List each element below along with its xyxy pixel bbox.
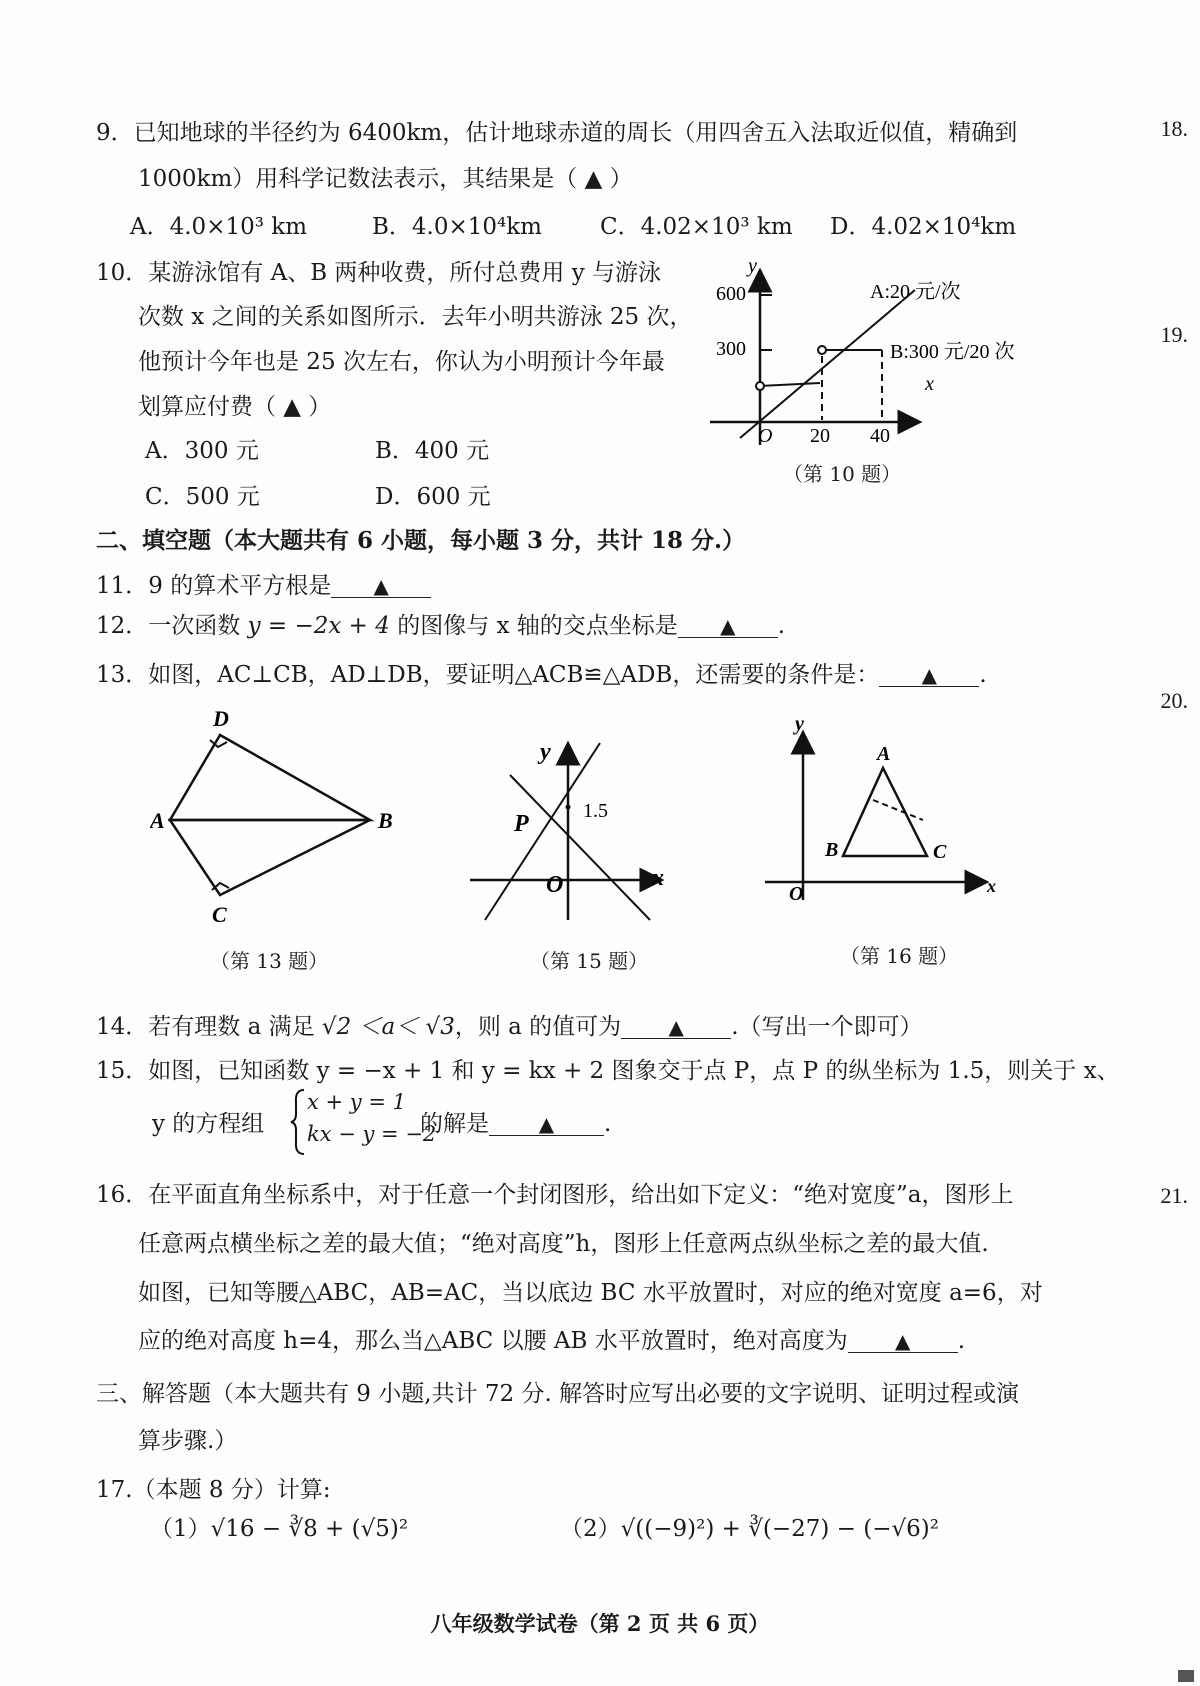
q9-option-a: A．4.0×10³ km — [130, 214, 308, 240]
q16-end: . — [957, 1328, 966, 1354]
q15-suffix: 的解是 — [420, 1111, 489, 1137]
q12-suffix: 的图像与 x 轴的交点坐标是 — [397, 613, 678, 639]
fig13-label-d: D — [213, 706, 229, 731]
q11-text: 11．9 的算术平方根是 — [96, 573, 332, 599]
fig13-label-c: C — [212, 902, 227, 927]
q9-option-c: C．4.02×10³ km — [600, 214, 793, 240]
page-footer: 八年级数学试卷（第 2 页 共 6 页） — [430, 1611, 770, 1636]
q17-part2-label: （2） — [560, 1516, 621, 1542]
fig16-label-c: C — [933, 841, 947, 863]
figure-15 — [470, 735, 680, 925]
q12-formula: y = −2x + 4 — [247, 613, 390, 639]
q13-answer-blank: ▲ — [879, 664, 979, 687]
q15-equation1: x + y = 1 — [307, 1090, 406, 1114]
qr-code-icon — [1178, 1670, 1194, 1682]
q10-y-tick-300: 300 — [716, 338, 746, 360]
q15-answer-blank: ▲ — [489, 1113, 604, 1136]
q10-label-a: A:20 元/次 — [870, 281, 961, 303]
margin-number: 18. — [1160, 116, 1188, 141]
fig16-caption: （第 16 题） — [840, 944, 959, 968]
fig13-label-b: B — [378, 808, 393, 833]
q17-part1-label: （1） — [150, 1516, 211, 1542]
q10-line3: 他预计今年也是 25 次左右，你认为小明预计今年最 — [138, 349, 665, 375]
q14 — [96, 1008, 923, 1041]
q10-x-axis-label: x — [925, 373, 934, 395]
q17-part2-expression: √((−9)²) + ∛(−27) − (−√6)² — [620, 1516, 939, 1542]
q10-graph — [710, 260, 1030, 460]
q17-part1 — [150, 1510, 408, 1543]
q15-brace — [290, 1088, 306, 1156]
section3-line2: 算步骤.） — [138, 1428, 238, 1454]
q11-answer-blank: ▲ — [331, 575, 431, 598]
q10-y-tick-600: 600 — [716, 283, 746, 305]
q13 — [96, 656, 987, 689]
fig16-label-b: B — [825, 839, 839, 861]
fig16-origin: O — [789, 883, 804, 905]
q15-equation2: kx − y = −2 — [307, 1122, 437, 1146]
q10-x-tick-40: 40 — [870, 425, 890, 447]
q10-line1: 10．某游泳馆有 A、B 两种收费，所付总费用 y 与游泳 — [96, 260, 662, 286]
q12-answer-blank: ▲ — [678, 615, 778, 638]
fig16-y-label: y — [795, 720, 804, 735]
q10-option-b: B．400 元 — [375, 438, 490, 464]
q12 — [96, 607, 785, 640]
q16-answer-blank: ▲ — [848, 1330, 958, 1353]
section2-heading: 二、填空题（本大题共有 6 小题，每小题 3 分，共计 18 分.） — [96, 527, 746, 554]
q15-system-prefix: y 的方程组 — [152, 1111, 265, 1137]
q14-end: .（写出一个即可） — [731, 1014, 923, 1040]
q14-inequality: √2 ＜a＜ √3 — [321, 1014, 455, 1040]
q14-answer-blank: ▲ — [621, 1016, 731, 1039]
q15-line1: 15．如图，已知函数 y = −x + 1 和 y = kx + 2 图象交于点 P，点 P 的纵坐标为 1.5，则关于 x、 — [96, 1058, 1120, 1084]
q10-y-axis-label: y — [748, 260, 757, 277]
q16-line3: 如图，已知等腰△ABC，AB=AC，当以底边 BC 水平放置时，对应的绝对宽度 a=6，对 — [138, 1280, 1043, 1306]
q13-end: . — [979, 662, 987, 688]
fig16-label-a: A — [877, 743, 891, 765]
q9-line2: 1000km）用科学记数法表示，其结果是（ ▲ ） — [138, 166, 633, 192]
q15-answer-line — [420, 1105, 611, 1138]
q10-line2: 次数 x 之间的关系如图所示．去年小明共游泳 25 次， — [138, 304, 693, 330]
q17-part2 — [560, 1510, 939, 1543]
fig13-caption: （第 13 题） — [210, 949, 329, 973]
fig13-label-a: A — [150, 808, 165, 833]
q17-title: 17.（本题 8 分）计算: — [96, 1477, 331, 1503]
q16-line2: 任意两点横坐标之差的最大值；“绝对高度”h，图形上任意两点纵坐标之差的最大值. — [138, 1231, 989, 1257]
margin-number: 21. — [1160, 1183, 1188, 1208]
fig15-origin: O — [546, 872, 564, 898]
q9-option-d: D．4.02×10⁴km — [830, 214, 1017, 240]
margin-number: 19. — [1160, 322, 1188, 347]
q10-origin: O — [758, 425, 773, 447]
margin-number: 20. — [1160, 688, 1188, 713]
q16-line1: 16．在平面直角坐标系中，对于任意一个封闭图形，给出如下定义：“绝对宽度”a，图形上 — [96, 1182, 1014, 1208]
fig15-caption: （第 15 题） — [530, 949, 649, 973]
q10-label-b: B:300 元/20 次 — [890, 341, 1015, 363]
q12-end: . — [777, 613, 786, 639]
q14-mid: ，则 a 的值可为 — [454, 1014, 622, 1040]
fig15-x-label: x — [652, 865, 664, 891]
q11 — [96, 567, 431, 600]
q10-line4: 划算应付费（ ▲ ） — [138, 394, 332, 420]
q10-option-c: C．500 元 — [145, 484, 260, 510]
fig15-y-label: y — [540, 739, 551, 765]
figure-16 — [765, 720, 1005, 910]
q10-caption: （第 10 题） — [783, 462, 902, 486]
q15-end: . — [604, 1111, 612, 1137]
q9-option-b: B．4.0×10⁴km — [372, 214, 542, 240]
q12-prefix: 12．一次函数 — [96, 613, 241, 639]
fig15-value-label: 1.5 — [583, 800, 608, 822]
q14-prefix: 14．若有理数 a 满足 — [96, 1014, 315, 1040]
q10-x-tick-20: 20 — [810, 425, 830, 447]
q16-line4 — [138, 1322, 965, 1355]
q10-option-d: D．600 元 — [375, 484, 491, 510]
fig15-point-p: P — [514, 811, 529, 837]
q16-line4-text: 应的绝对高度 h=4，那么当△ABC 以腰 AB 水平放置时，绝对高度为 — [138, 1328, 848, 1354]
q9-line1: 9．已知地球的半径约为 6400km，估计地球赤道的周长（用四舍五入法取近似值，精确到 — [96, 120, 1018, 146]
section3-line1: 三、解答题（本大题共有 9 小题,共计 72 分. 解答时应写出必要的文字说明、证明过程或演 — [96, 1381, 1020, 1407]
q13-text: 13．如图，AC⊥CB，AD⊥DB，要证明△ACB≌△ADB，还需要的条件是： — [96, 662, 880, 688]
fig16-x-label: x — [987, 876, 996, 896]
figure-13 — [150, 700, 400, 930]
q17-part1-expression: √16 − ∛8 + (√5)² — [210, 1516, 409, 1542]
q10-option-a: A．300 元 — [145, 438, 259, 464]
